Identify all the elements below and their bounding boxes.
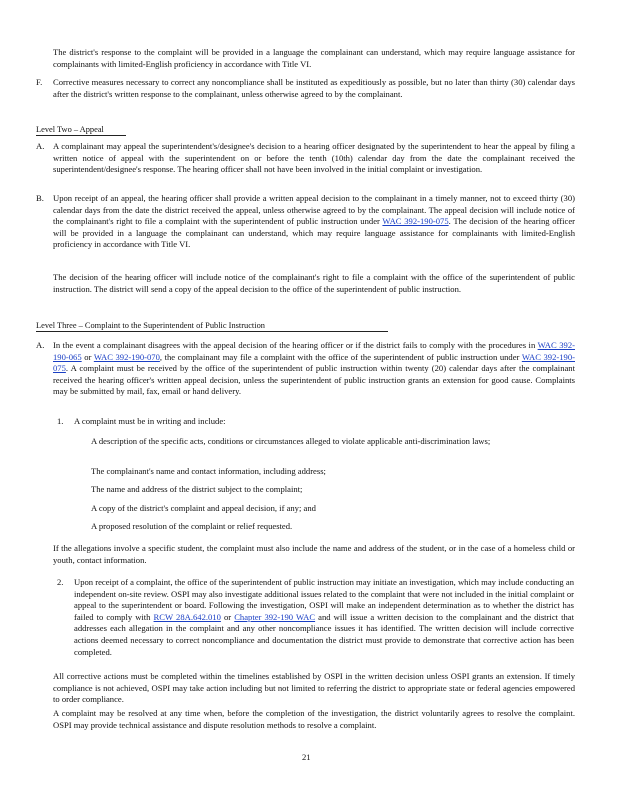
level-two-b-continuation: The decision of the hearing officer will include notice of the complainant's right to file a complaint with the office of the superintendent of public instruction. The district will send a copy of the appeal decision to the office of the superintendent of public instruction. xyxy=(53,272,575,294)
bullet-item-1: A description of the specific acts, conditions or circumstances alleged to violate applicable anti-discrimination laws; xyxy=(91,436,491,446)
item-1-text: A complaint must be in writing and include: xyxy=(74,416,226,426)
bullet-item-4: A copy of the district's complaint and appeal decision, if any; and xyxy=(91,503,316,513)
corrective-actions-paragraph: All corrective actions must be completed within the timelines established by OSPI in the written decision unless OSPI grants an extension. If timely compliance is not achieved, OSPI may take action including but not limited to referring the district to appropriate state or federal agencies empowered to order compliance. xyxy=(53,671,575,705)
student-paragraph: If the allegations involve a specific student, the complaint must also include the name and address of the student, or in the case of a homeless child or youth, contact information. xyxy=(53,543,575,565)
item-2-label: 2. xyxy=(57,577,64,587)
item-2-text-2: and will issue a written decision to the complainant and the district that addresses each allegation in the complaint and any other noncompliance issues it has identified. The written decision will include corrective actions deemed necessary to correct noncompliance and documentation the district must provide to demonstrate that corrective action has been completed. xyxy=(74,611,574,657)
item-1-label: 1. xyxy=(57,416,64,426)
item-f-paragraph: Corrective measures necessary to correct any noncompliance shall be instituted as expeditiously as possible, but no later than thirty (30) calendar days after the district's written response to the complainant, unless otherwise agreed to by the complainant. xyxy=(53,77,575,99)
item-2-text-1: Upon receipt of a complaint, the office of the superintendent of public instruction may initiate an investigation, which may include conducting an independent on-site review. OSPI may also investigate additional issues related to the complaint that were not included in the initial complaint or appeal to the superintendent or board. Following the investigation, OSPI will make an independent determination as to whether the district has failed to comply with xyxy=(74,577,574,622)
bullet-item-2: The complainant's name and contact information, including address; xyxy=(91,466,326,476)
level-three-a-text-2: , the complainant may file a complaint with the office of the superintendent of public instruction under xyxy=(159,351,520,362)
item-2-or: or xyxy=(223,611,232,622)
page-number: 21 xyxy=(302,752,311,762)
level-two-heading: Level Two – Appeal xyxy=(36,124,126,136)
level-two-b-text-2: . The decision of the hearing officer will be provided in a language the complainant can understand, which may require language assistance for complainants with limited-English proficiency in accordance with Title VI. xyxy=(53,216,575,250)
level-two-a-label: A. xyxy=(36,141,45,151)
wac-392-190-070-link[interactable]: WAC 392-190-070 xyxy=(93,351,160,362)
level-three-heading: Level Three – Complaint to the Superintendent of Public Instruction xyxy=(36,320,388,332)
level-three-a-paragraph xyxy=(53,340,575,398)
level-three-a-label: A. xyxy=(36,340,45,350)
item-2-paragraph xyxy=(74,577,574,658)
item-f-label: F. xyxy=(36,77,43,87)
level-two-b-text-1: Upon receipt of an appeal, the hearing officer shall provide a written appeal decision to the complainant in a timely manner, not to exceed thirty (30) calendar days from the date the district received the appeal, unless otherwise agreed to by the complainant. The appeal decision will include notice of the complainant's right to file a complaint with the superintendent of public instruction under xyxy=(53,193,575,227)
bullet-item-3: The name and address of the district subject to the complaint; xyxy=(91,484,303,494)
level-three-a-or: or xyxy=(84,351,92,362)
wac-392-190-075-link-2[interactable]: WAC 392-190-075 xyxy=(53,351,575,374)
level-two-b-label: B. xyxy=(36,193,44,203)
level-two-b-paragraph xyxy=(53,193,575,251)
bullet-item-5: A proposed resolution of the complaint or relief requested. xyxy=(91,521,293,531)
intro-paragraph: The district's response to the complaint will be provided in a language the complainant can understand, which may require language assistance for complainants with limited-English proficiency in accordance with Title VI. xyxy=(53,47,575,69)
resolution-paragraph: A complaint may be resolved at any time when, before the completion of the investigation, the district voluntarily agrees to resolve the complaint. OSPI may provide technical assistance and dispute resolution methods to resolve a complaint. xyxy=(53,708,575,730)
wac-392-190-075-link[interactable]: WAC 392-190-075 xyxy=(382,216,449,227)
rcw-28a-642-010-link[interactable]: RCW 28A.642.010 xyxy=(153,611,221,622)
level-three-a-text-1: In the event a complainant disagrees with the appeal decision of the hearing officer or if the district fails to comply with the procedures in xyxy=(53,340,536,350)
level-three-a-text-3: . A complaint must be received by the office of the superintendent of public instruction within twenty (20) calendar days after the complainant received the hearing officer's written appeal decision, unless the superintendent of public instruction grants an extension for good cause. Complaints may be submitted by mail, fax, email or hand delivery. xyxy=(53,363,575,397)
wac-392-190-065-link[interactable]: WAC 392-190-065 xyxy=(53,340,575,362)
level-two-a-paragraph: A complainant may appeal the superintendent's/designee's decision to a hearing officer designated by the superintendent to hear the appeal by filing a written notice of appeal with the superintendent on or before the tenth (10th) calendar day from the date the complainant received the superintendent/designee's response. The hearing officer shall not have been involved in the initial complaint or investigation. xyxy=(53,141,575,175)
chapter-392-190-wac-link[interactable]: Chapter 392-190 WAC xyxy=(234,611,316,622)
